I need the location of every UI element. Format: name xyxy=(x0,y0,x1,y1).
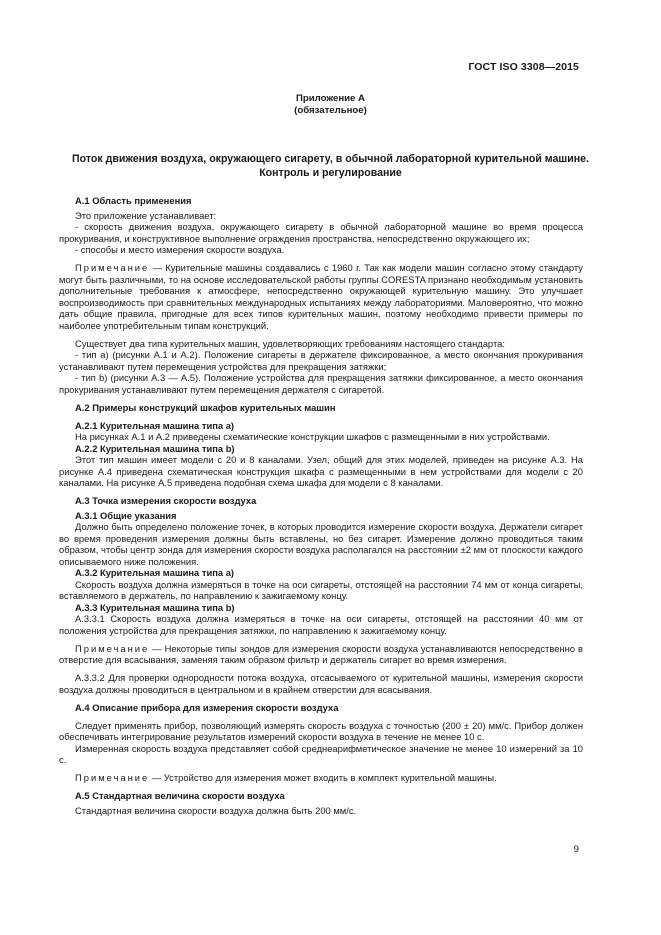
section-a4-para-1: Следует применять прибор, позволяющий измерять скорость воздуха с точностью (200 ± 20) мм/с. Прибор должен обеспечивать интегрирование результатов измерений скорости воздуха в течение не менее 10 с. xyxy=(59,719,583,742)
section-a1-note xyxy=(59,262,583,331)
section-a3-1-heading: А.3.1 Общие указания xyxy=(75,509,177,521)
section-a2-2-text: Этот тип машин имеет модели с 20 и 8 каналами. Узел, общий для этих моделей, приведен на рисунке А.3. На рисунке А.4 приведена схематическая конструкция шкафа с размещенными в нем устройствами для модели с 20 каналами. На рисунке А.5 приведена подобная схема шкафа для модели с 8 каналами. xyxy=(59,454,583,488)
section-a4-note xyxy=(59,772,583,784)
note-label: Примечание xyxy=(75,262,150,273)
section-a1-type-b: - тип b) (рисунки А.3 — А.5). Положение устройства для прекращения затяжки фиксированное, а место окончания прокуривания устанавливают путем перемещения держателя с сигаретой. xyxy=(59,372,583,395)
section-a1-intro: Это приложение устанавливает: xyxy=(75,209,217,221)
section-a1-item-1: - скорость движения воздуха, окружающего сигарету в обычной лабораторной машине во время процесса прокуривания, и конструктивное выполнение ограждения пространства, непосредственно окружающего их; xyxy=(59,221,583,244)
note-text: — Курительные машины создавались с 1960 г. Так как модели машин согласно этому стандарту могут быть различными, то на основе исследовательской работы группы CORESTA признано необходимым установить дополнительные требования к атмосфере, непосредственно окружающей курительную машину. Это улучшает воспроизводимость при сравнительных международных испытаниях между лабораториями. Маловероятно, что можно дать общие правила, пригодные для всех типов курительных машин, поэтому необходимо привести примеры по наиболее употребительным типам конструкций. xyxy=(59,262,583,331)
annex-main-title xyxy=(0,153,661,180)
note-text: — Некоторые типы зондов для измерения скорости воздуха устанавливаются непосредственно в отверстие для всасывания, заменяя таким образом фильтр и держатель сигарет во время измерения. xyxy=(59,642,583,665)
section-a3-1-text: Должно быть определено положение точек, в которых проводится измерение скорости воздуха. Держатели сигарет во время проведения измерения должны быть вставлены, но без сигарет. Измерение должно проводиться таким образом, чтобы центр зонда для измерения скорости воздуха располагался на расстоянии ±2 мм от плоскости каждого описываемого ниже положения. xyxy=(59,521,583,567)
section-a2-1-text: На рисунках А.1 и А.2 приведены схематические конструкции шкафов с размещенными в них устройствами. xyxy=(75,431,550,442)
annex-title: Приложение А xyxy=(296,93,365,104)
section-a2-heading: А.2 Примеры конструкций шкафов курительных машин xyxy=(75,401,336,413)
section-a1-types-intro: Существует два типа курительных машин, удовлетворяющих требованиям настоящего стандарта: xyxy=(75,337,505,349)
section-a2-1-heading: А.2.1 Курительная машина типа а) xyxy=(75,419,235,431)
title-line-1: Поток движения воздуха, окружающего сигарету, в обычной лабораторной курительной машине. xyxy=(72,153,589,165)
section-a1-type-a: - тип а) (рисунки А.1 и А.2). Положение сигареты в держателе фиксированное, а место окончания прокуривания устанавливают путем перемещения устройства для прекращения затяжки; xyxy=(59,349,583,372)
document-body xyxy=(59,195,583,816)
section-a3-note xyxy=(59,643,583,666)
section-a1-heading: А.1 Область применения xyxy=(75,195,192,206)
section-a5-para-1: Стандартная величина скорости воздуха должна быть 200 мм/с. xyxy=(75,804,357,816)
section-a3-heading: А.3 Точка измерения скорости воздуха xyxy=(75,495,257,506)
annex-status: (обязательное) xyxy=(294,105,367,116)
title-line-2: Контроль и регулирование xyxy=(259,166,402,179)
note-label: Примечание xyxy=(75,642,150,654)
section-a3-3-heading: А.3.3 Курительная машина типа b) xyxy=(75,601,235,613)
note-text: — Устройство для измерения может входить в комплект курительной машины. xyxy=(149,772,497,783)
section-a4-heading: А.4 Описание прибора для измерения скорости воздуха xyxy=(75,701,339,713)
section-a2-2-heading: А.2.2 Курительная машина типа b) xyxy=(75,442,235,454)
annex-heading xyxy=(0,93,661,117)
note-label: Примечание xyxy=(75,772,150,783)
section-a3-2-heading: А.3.2 Курительная машина типа а) xyxy=(75,567,235,578)
section-a5-heading: А.5 Стандартная величина скорости воздуха xyxy=(75,790,285,801)
section-a4-para-2: Измеренная скорость воздуха представляет собой среднеарифметическое значение не менее 10 измерений за 10 с. xyxy=(59,742,583,765)
section-a3-3-2-text: А.3.3.2 Для проверки однородности потока воздуха, отсасываемого от курительной машины, измерения скорости воздуха должны проводиться в центральном и в крайнем отверстии для всасывания. xyxy=(59,672,583,695)
standard-designation: ГОСТ ISO 3308—2015 xyxy=(468,61,579,73)
section-a1-item-2: - способы и место измерения скорости воздуха. xyxy=(75,244,285,255)
section-a3-2-text: Скорость воздуха должна измеряться в точке на оси сигареты, отстоящей на расстоянии 74 мм от конца сигареты, вставляемого в держатель, по направлению к зажигаемому концу. xyxy=(59,578,583,601)
section-a3-3-1-text: А.3.3.1 Скорость воздуха должна измеряться в точке на оси сигареты, отстоящей на расстоянии 40 мм от положения устройства для прекращения затяжки, по направлению к зажигаемому концу. xyxy=(59,613,583,636)
page-number: 9 xyxy=(573,844,579,855)
